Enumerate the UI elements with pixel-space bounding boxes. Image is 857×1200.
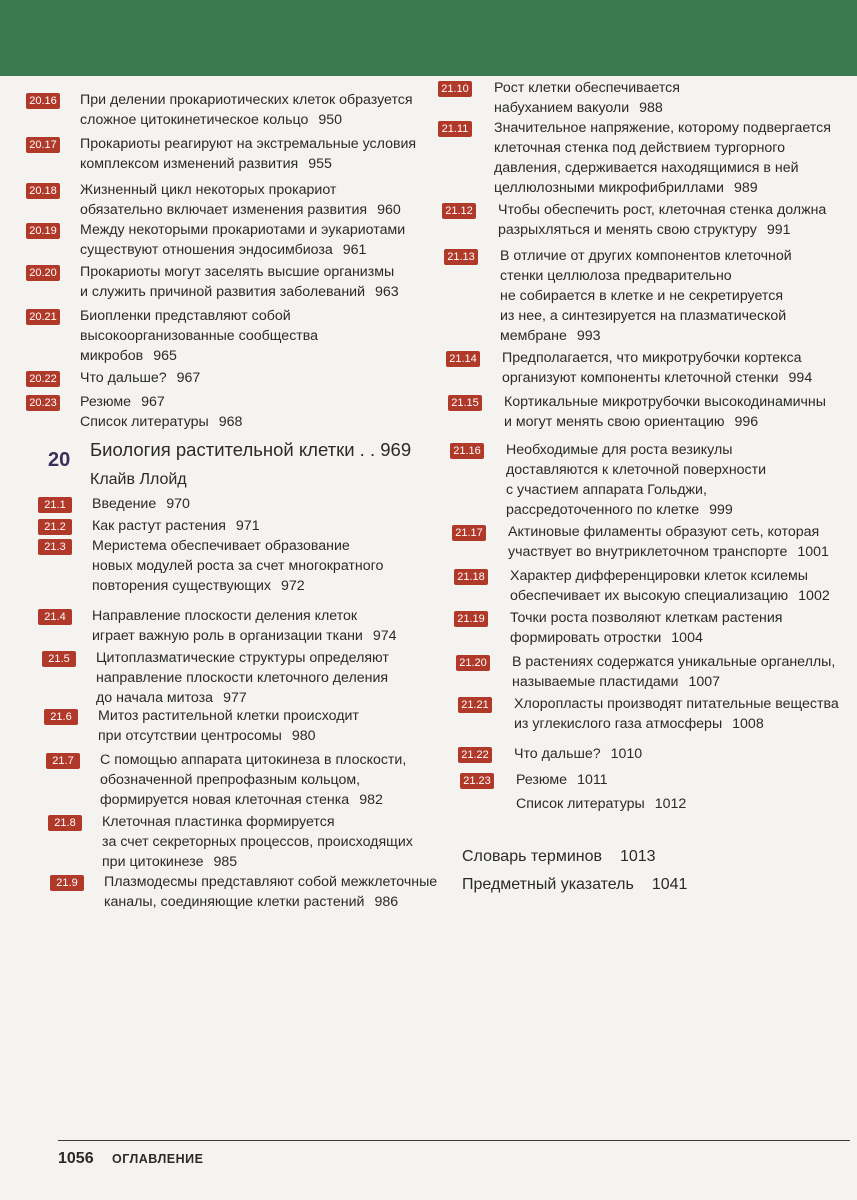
toc-entry-page: 970 (166, 496, 190, 512)
toc-entry-text (494, 78, 857, 118)
toc-entry-page: 963 (375, 284, 399, 300)
toc-entry-title: Список литературы (516, 796, 645, 812)
toc-entry-text (498, 200, 857, 240)
section-number-badge: 21.6 (44, 709, 78, 725)
toc-entry-page: 968 (218, 414, 243, 430)
toc-entry-title: Чтобы обеспечить рост, клеточная стенка должна разрыхляться и менять свою структуру (498, 202, 827, 238)
toc-entry-page: 988 (639, 100, 663, 116)
backmatter-index[interactable] (462, 874, 687, 896)
toc-entry-title: Меристема обеспечивает образование новых модулей роста за счет многократного повторения существующих (92, 538, 384, 594)
toc-entry-text (80, 90, 460, 130)
toc-entry-page: 971 (235, 518, 260, 534)
toc-entry-text (516, 770, 857, 790)
footer-section-title: ОГЛАВЛЕНИЕ (112, 1152, 204, 1166)
section-number-badge: 21.17 (452, 525, 486, 541)
toc-entry-title: Что дальше? (80, 370, 167, 386)
chapter-title[interactable]: Биология растительной клетки . . 969 (90, 439, 412, 460)
toc-entry-title: Точки роста позволяют клеткам растения формировать отростки (510, 610, 783, 646)
toc-entry-page: 980 (291, 728, 316, 744)
toc-entry-text (80, 262, 460, 302)
toc-entry-title: В растениях содержатся уникальные органеллы, называемые пластидами (512, 654, 836, 690)
toc-entry-page: 994 (788, 370, 813, 386)
toc-entry-page: 989 (733, 180, 758, 196)
chapter-author: Клайв Ллойд (90, 471, 187, 488)
toc-entry-title: Актиновые филаменты образуют сеть, которая участвует во внутриклеточном транспорте (508, 524, 820, 560)
backmatter-glossary-page: 1013 (619, 848, 656, 865)
toc-entry-text (504, 392, 857, 432)
toc-entry-text (92, 494, 472, 514)
section-number-badge: 21.2 (38, 519, 72, 535)
section-number-badge: 20.23 (26, 395, 60, 411)
toc-entry-title: В отличие от других компонентов клеточной стенки целлюлоза предварительно не собирается в клетке и не секретируется из нее, а синтезируется на плазматической мембране (500, 248, 792, 344)
toc-entry-title: Направление плоскости деления клеток играет важную роль в организации ткани (92, 608, 363, 644)
section-number-badge: 20.19 (26, 223, 60, 239)
toc-entry-page: 1011 (577, 772, 608, 788)
toc-entry-text (92, 516, 472, 536)
toc-entry-page: 996 (734, 414, 759, 430)
toc-entry-text (104, 872, 484, 912)
section-number-badge: 20.20 (26, 265, 60, 281)
section-number-badge: 21.13 (444, 249, 478, 265)
toc-entry-page: 950 (318, 112, 343, 128)
toc-entry-text (500, 246, 857, 346)
toc-entry-page: 967 (141, 394, 165, 410)
toc-entry-page: 955 (308, 156, 332, 172)
toc-entry-text (510, 608, 857, 648)
section-number-badge: 21.12 (442, 203, 476, 219)
toc-entry-text (514, 744, 857, 764)
toc-entry-page: 974 (372, 628, 397, 644)
toc-entry-page: 1008 (732, 716, 764, 732)
footer-rule (58, 1140, 850, 1141)
section-number-badge: 20.16 (26, 93, 60, 109)
toc-entry-title: Список литературы (80, 414, 209, 430)
toc-entry-text (506, 440, 857, 520)
toc-entry-text (510, 566, 857, 606)
toc-entry-text (80, 134, 460, 174)
toc-entry-title: Значительное напряжение, которому подвергается клеточная стенка под действием тургорного давления, сдерживается находящимися в ней целлюлозными микрофибриллами (494, 120, 831, 196)
toc-entry-page: 986 (374, 894, 399, 910)
toc-entry-text (96, 648, 476, 708)
toc-entry-text (514, 694, 857, 734)
section-number-badge: 21.22 (458, 747, 492, 763)
toc-entry-title: Хлоропласты производят питательные вещества из углекислого газа атмосферы (514, 696, 839, 732)
toc-entry-title: Как растут растения (92, 518, 226, 534)
toc-entry-text (80, 180, 460, 220)
section-number-badge: 21.11 (438, 121, 472, 137)
toc-entry-page: 977 (223, 690, 247, 706)
backmatter-glossary-title: Словарь терминов (462, 848, 602, 865)
toc-entry-title: Рост клетки обеспечивается набуханием вакуоли (494, 80, 680, 116)
section-number-badge: 21.5 (42, 651, 76, 667)
toc-entry-title: При делении прокариотических клеток образуется сложное цитокинетическое кольцо (80, 92, 413, 128)
footer-page-number: 1056 (58, 1150, 94, 1167)
toc-entry-text (516, 794, 857, 814)
section-number-badge: 21.14 (446, 351, 480, 367)
section-number-badge: 21.8 (48, 815, 82, 831)
toc-entry-title: Что дальше? (514, 746, 601, 762)
chapter-number: 20 (48, 449, 71, 471)
toc-entry-text (80, 392, 460, 412)
section-number-badge: 21.19 (454, 611, 488, 627)
section-number-badge: 21.4 (38, 609, 72, 625)
section-number-badge: 20.21 (26, 309, 60, 325)
toc-entry-title: Жизненный цикл некоторых прокариот обязательно включает изменения развития (80, 182, 368, 218)
toc-entry-page: 961 (342, 242, 367, 258)
toc-entry-text (80, 220, 460, 260)
toc-entry-text (502, 348, 857, 388)
section-number-badge: 21.10 (438, 81, 472, 97)
toc-entry-text (508, 522, 857, 562)
top-color-band (0, 0, 857, 76)
section-number-badge: 21.16 (450, 443, 484, 459)
section-number-badge: 20.17 (26, 137, 60, 153)
section-number-badge: 21.1 (38, 497, 72, 513)
toc-entry-title: Клеточная пластинка формируется за счет секреторных процессов, происходящих при цитокинезе (102, 814, 413, 870)
toc-entry-title: Между некоторыми прокариотами и эукариотами существуют отношения эндосимбиоза (80, 222, 406, 258)
toc-entry-text (512, 652, 857, 692)
toc-entry-page: 965 (153, 348, 177, 364)
section-number-badge: 21.7 (46, 753, 80, 769)
toc-entry-title: Цитоплазматические структуры определяют направление плоскости клеточного деления до начала митоза (96, 650, 389, 706)
toc-entry-text (100, 750, 480, 810)
section-number-badge: 21.18 (454, 569, 488, 585)
section-number-badge: 21.20 (456, 655, 490, 671)
toc-entry-page: 993 (576, 328, 601, 344)
section-number-badge: 21.21 (458, 697, 492, 713)
toc-entry-title: Введение (92, 496, 157, 512)
toc-entry-title: Резюме (80, 394, 132, 410)
section-number-badge: 21.9 (50, 875, 84, 891)
toc-entry-title: Резюме (516, 772, 568, 788)
backmatter-glossary[interactable] (462, 846, 656, 868)
toc-entry-page: 967 (176, 370, 201, 386)
toc-entry-text (80, 368, 460, 388)
toc-entry-page: 1012 (654, 796, 687, 812)
section-number-badge: 21.3 (38, 539, 72, 555)
toc-entry-page: 1004 (671, 630, 703, 646)
toc-entry-page: 1010 (610, 746, 643, 762)
section-number-badge: 20.18 (26, 183, 60, 199)
backmatter-index-page: 1041 (651, 876, 688, 893)
toc-entry-title: Митоз растительной клетки происходит при отсутствии центросомы (98, 708, 359, 744)
toc-entry-page: 1007 (688, 674, 720, 690)
toc-entry-title: Прокариоты могут заселять высшие организмы и служить причиной развития заболеваний (80, 264, 395, 300)
toc-entry-title: Прокариоты реагируют на экстремальные условия комплексом изменений развития (80, 136, 417, 172)
toc-entry-page: 982 (359, 792, 383, 808)
section-number-badge: 20.22 (26, 371, 60, 387)
toc-entry-text (102, 812, 482, 872)
toc-entry-page: 985 (213, 854, 238, 870)
toc-entry-page: 1001 (797, 544, 829, 560)
toc-entry-text (98, 706, 478, 746)
toc-entry-page: 999 (709, 502, 733, 518)
toc-entry-page: 972 (281, 578, 305, 594)
toc-entry-page: 991 (766, 222, 791, 238)
toc-entry-title: Характер дифференцировки клеток ксилемы обеспечивает их высокую специализацию (510, 568, 809, 604)
toc-entry-title: С помощью аппарата цитокинеза в плоскости, обозначенной препрофазным кольцом, формируется новая клеточная стенка (100, 752, 407, 808)
toc-entry-page: 960 (377, 202, 401, 218)
toc-entry-title: Биопленки представляют собой высокоорганизованные сообщества микробов (80, 308, 319, 364)
toc-entry-text (80, 412, 460, 432)
toc-entry-text (92, 536, 472, 596)
toc-entry-title: Предполагается, что микротрубочки кортекса организуют компоненты клеточной стенки (502, 350, 802, 386)
section-number-badge: 21.15 (448, 395, 482, 411)
toc-entry-title: Необходимые для роста везикулы доставляются к клеточной поверхности с участием аппарата Гольджи, рассредоточенного по клетке (506, 442, 767, 518)
section-number-badge: 21.23 (460, 773, 494, 789)
toc-entry-text (494, 118, 857, 198)
toc-entry-title: Плазмодесмы представляют собой межклеточные каналы, соединяющие клетки растений (104, 874, 438, 910)
toc-entry-title: Кортикальные микротрубочки высокодинамичны и могут менять свою ориентацию (504, 394, 826, 430)
toc-entry-text (92, 606, 472, 646)
backmatter-index-title: Предметный указатель (462, 876, 634, 893)
toc-entry-text (80, 306, 460, 366)
toc-entry-page: 1002 (798, 588, 830, 604)
